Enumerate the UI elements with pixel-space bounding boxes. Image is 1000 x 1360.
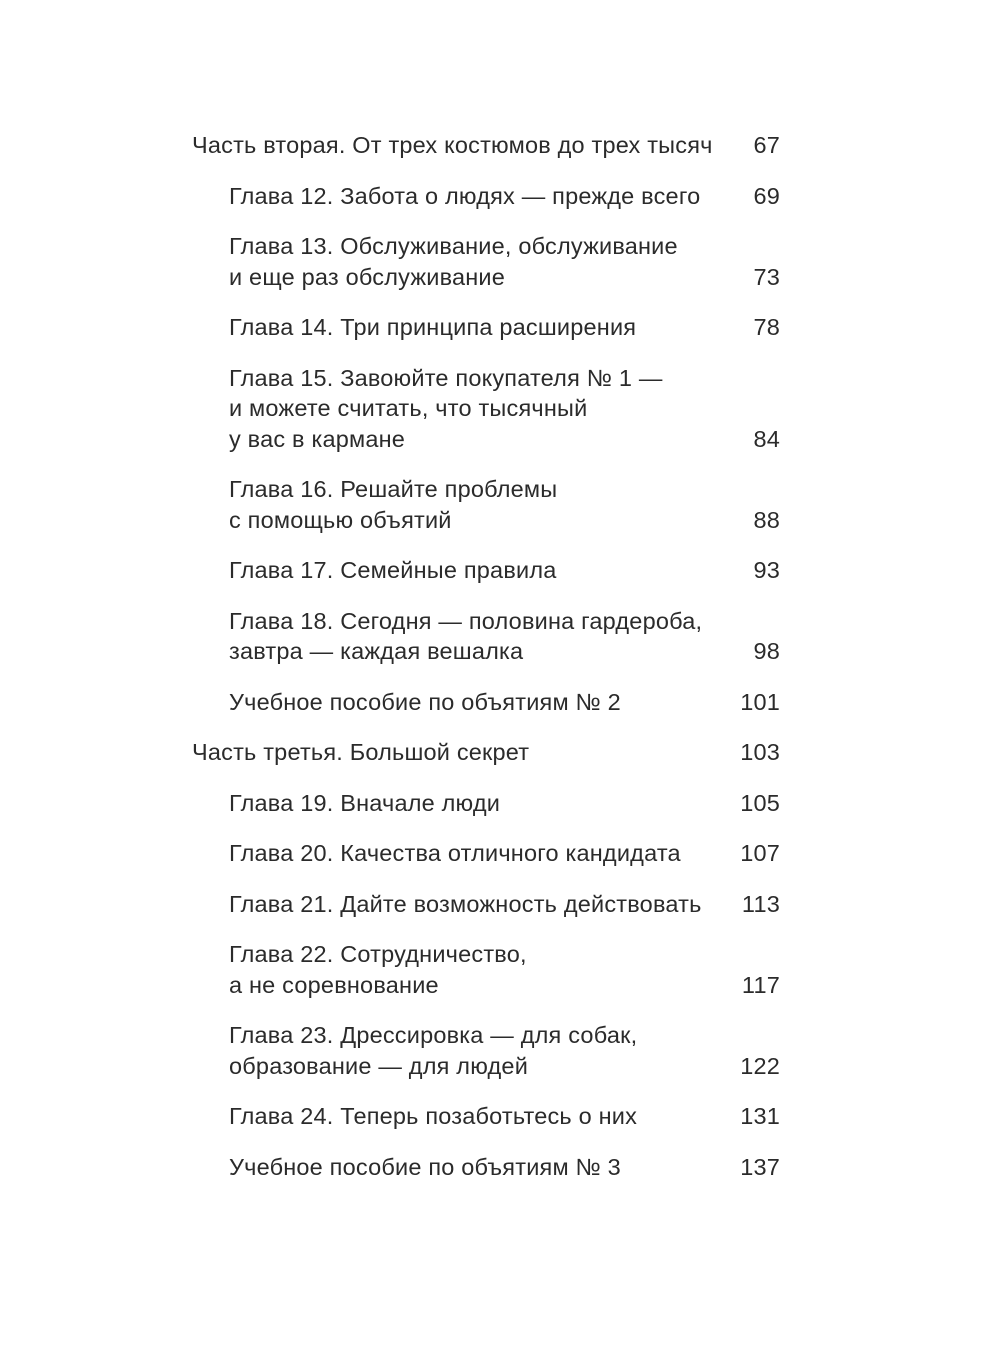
entry-title	[229, 363, 780, 455]
entry-title-line: Глава 12. Забота о людях — прежде всего	[229, 182, 701, 209]
entry-page-number: 137	[740, 1153, 780, 1180]
toc-chapter-entry[interactable]	[192, 474, 780, 535]
entry-title	[229, 474, 780, 535]
toc-chapter-entry[interactable]	[192, 231, 780, 292]
entry-page-number: 98	[753, 638, 780, 664]
toc-chapter-entry[interactable]	[192, 1152, 780, 1183]
entry-title	[229, 1101, 780, 1132]
toc-chapter-entry[interactable]	[192, 939, 780, 1000]
entry-title-line: образование — для людей	[229, 1052, 529, 1079]
toc-chapter-entry[interactable]	[192, 606, 780, 667]
entry-page-number: 122	[740, 1052, 780, 1079]
toc-chapter-entry[interactable]	[192, 555, 780, 586]
toc-chapter-entry[interactable]	[192, 838, 780, 869]
entry-page-number: 131	[740, 1103, 780, 1129]
entry-title-line: Глава 19. Вначале люди	[229, 789, 501, 816]
entry-title	[192, 737, 780, 768]
entry-title	[229, 231, 780, 292]
entry-title	[229, 181, 780, 212]
toc-chapter-entry[interactable]	[192, 687, 780, 718]
entry-page-number: 101	[740, 688, 780, 715]
toc-chapter-entry[interactable]	[192, 181, 780, 212]
entry-title-line: Глава 15. Завоюйте покупателя № 1 —	[229, 364, 663, 391]
entry-title-line: Глава 24. Теперь позаботьтесь о них	[229, 1103, 638, 1129]
toc-chapter-entry[interactable]	[192, 1101, 780, 1132]
entry-title	[229, 312, 780, 343]
toc-chapter-entry[interactable]	[192, 1020, 780, 1081]
entry-page-number: 107	[740, 840, 780, 866]
entry-title-line: и можете считать, что тысячный	[229, 395, 588, 421]
entry-title-line: с помощью объятий	[229, 506, 452, 533]
entry-title	[229, 838, 780, 869]
entry-title-line: Учебное пособие по объятиям № 3	[229, 1153, 621, 1180]
entry-title-line: Глава 17. Семейные правила	[229, 557, 557, 583]
entry-title	[192, 130, 780, 161]
toc-chapter-entry[interactable]	[192, 363, 780, 455]
entry-page-number: 93	[753, 557, 780, 583]
entry-title	[229, 1020, 780, 1081]
entry-page-number: 78	[753, 314, 780, 340]
entry-title-line: Глава 23. Дрессировка — для собак,	[229, 1022, 638, 1048]
entry-title-line: Учебное пособие по объятиям № 2	[229, 688, 621, 715]
entry-page-number: 113	[741, 890, 780, 917]
entry-title-line: у вас в кармане	[229, 425, 406, 452]
entry-title	[229, 1152, 780, 1183]
entry-page-number: 84	[753, 425, 780, 452]
entry-title-line: и еще раз обслуживание	[229, 263, 506, 290]
entry-title-line: завтра — каждая вешалка	[229, 638, 524, 664]
entry-page-number: 73	[753, 263, 780, 290]
entry-title-line: Глава 14. Три принципа расширения	[229, 314, 637, 340]
entry-title	[229, 889, 780, 920]
toc-chapter-entry[interactable]	[192, 312, 780, 343]
entry-page-number: 117	[741, 971, 780, 998]
entry-page-number: 103	[740, 739, 780, 765]
entry-page-number: 105	[740, 789, 780, 816]
table-of-contents	[192, 130, 780, 1182]
entry-title-line: Глава 18. Сегодня — половина гардероба,	[229, 607, 703, 634]
entry-title-line: а не соревнование	[229, 971, 439, 998]
entry-title-line: Глава 20. Качества отличного кандидата	[229, 840, 681, 866]
entry-title-line: Часть третья. Большой секрет	[192, 739, 530, 765]
entry-title-line: Глава 21. Дайте возможность действовать	[229, 890, 702, 917]
entry-title	[229, 555, 780, 586]
entry-page-number: 69	[753, 182, 780, 209]
entry-title	[229, 606, 780, 667]
entry-title-line: Глава 16. Решайте проблемы	[229, 476, 558, 502]
toc-chapter-entry[interactable]	[192, 889, 780, 920]
entry-title	[229, 939, 780, 1000]
toc-chapter-entry[interactable]	[192, 788, 780, 819]
toc-part-entry[interactable]	[192, 737, 780, 768]
entry-title-line: Глава 22. Сотрудничество,	[229, 941, 527, 967]
toc-part-entry[interactable]	[192, 130, 780, 161]
entry-title-line: Глава 13. Обслуживание, обслуживание	[229, 233, 678, 259]
entry-title-line: Часть вторая. От трех костюмов до трех тысяч	[192, 132, 713, 158]
entry-page-number: 88	[753, 506, 780, 533]
entry-title	[229, 687, 780, 718]
entry-title	[229, 788, 780, 819]
entry-page-number: 67	[753, 132, 780, 158]
